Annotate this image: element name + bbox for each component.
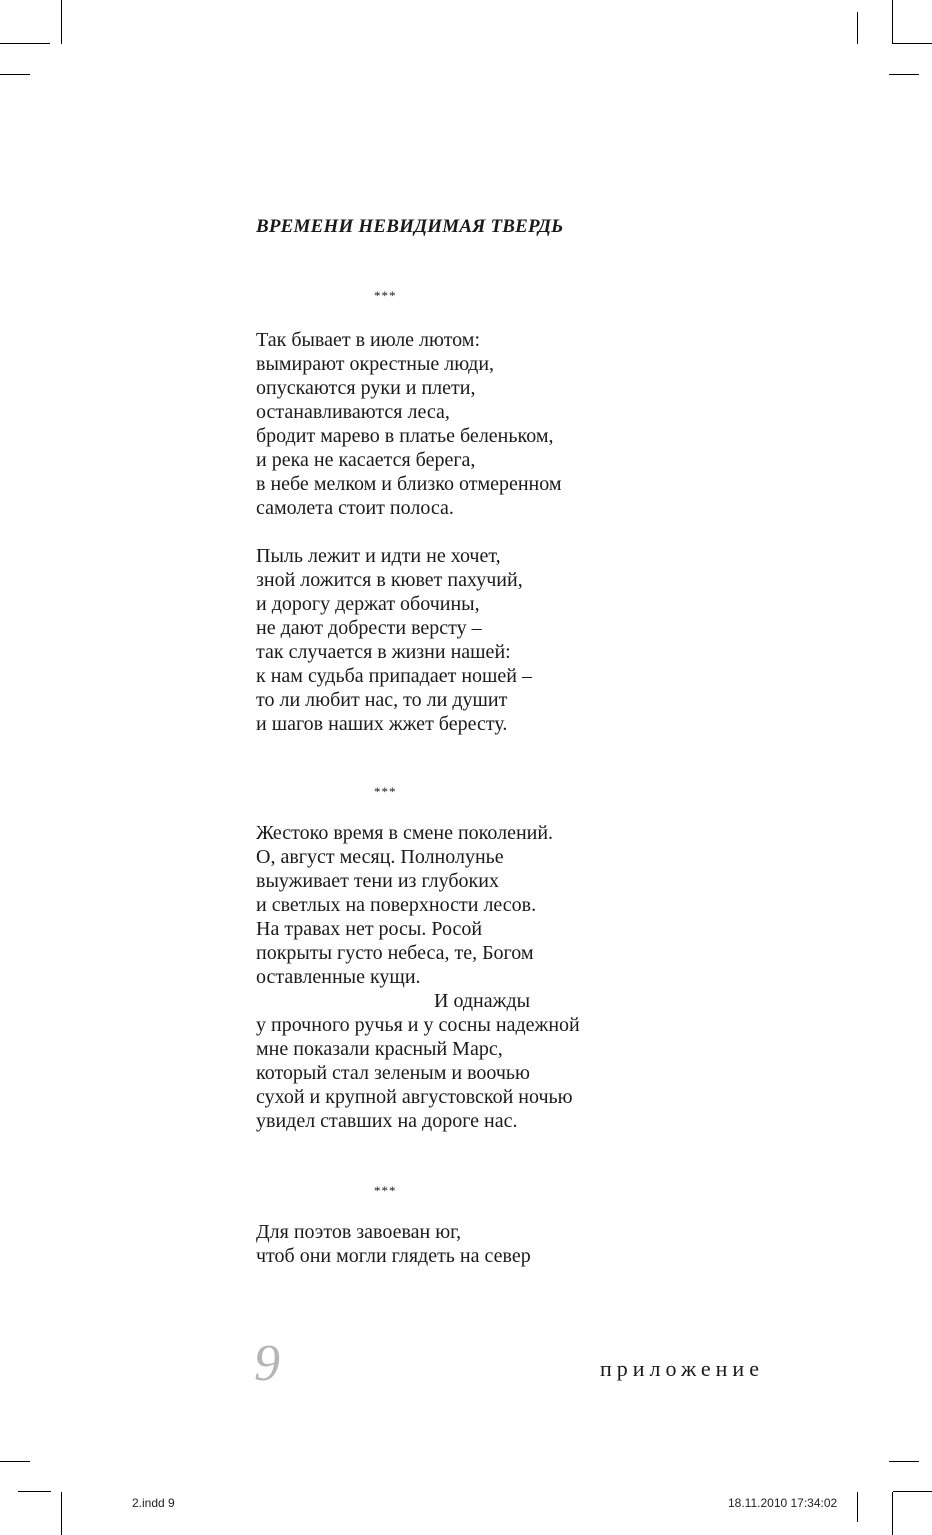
crop-mark bbox=[61, 0, 62, 44]
crop-mark bbox=[857, 1492, 858, 1522]
crop-mark bbox=[857, 12, 858, 44]
poem-line: чтоб они могли глядеть на север bbox=[256, 1245, 531, 1267]
poem-line: оставленные кущи. bbox=[256, 966, 421, 988]
page-number: 9 bbox=[254, 1335, 280, 1392]
poem-line: На травах нет росы. Росой bbox=[256, 918, 483, 940]
crop-mark bbox=[0, 43, 50, 44]
poem-1 bbox=[256, 328, 562, 736]
poem-line: Для поэтов завоеван юг, bbox=[256, 1221, 462, 1243]
crop-mark bbox=[61, 1492, 62, 1535]
crop-mark bbox=[892, 1492, 893, 1535]
poem-line: и шагов наших жжет бересту. bbox=[256, 713, 508, 735]
stanza-gap bbox=[256, 520, 562, 544]
crop-mark bbox=[889, 1461, 919, 1462]
poem-line: О, август месяц. Полнолунье bbox=[256, 846, 504, 868]
poem-line: у прочного ручья и у сосны надежной bbox=[256, 1014, 580, 1036]
crop-mark bbox=[0, 1461, 30, 1462]
poem-line: который стал зеленым и воочью bbox=[256, 1062, 530, 1084]
section-title: приложение bbox=[600, 1356, 764, 1381]
slug-datetime: 18.11.2010 17:34:02 bbox=[728, 1496, 838, 1510]
poem-line: не дают добрести версту – bbox=[256, 617, 482, 639]
crop-mark bbox=[18, 1491, 51, 1492]
poem-line: то ли любит нас, то ли душит bbox=[256, 689, 508, 711]
poem-line: и дорогу держат обочины, bbox=[256, 593, 480, 615]
poem-separator: *** bbox=[374, 1183, 397, 1198]
poem-line: вымирают окрестные люди, bbox=[256, 353, 495, 375]
poem-separator: *** bbox=[374, 288, 397, 303]
poem-line: к нам судьба припадает ношей – bbox=[256, 665, 532, 687]
crop-mark bbox=[889, 74, 919, 75]
page-title: ВРЕМЕНИ НЕВИДИМАЯ ТВЕРДЬ bbox=[256, 216, 564, 237]
poem-separator: *** bbox=[374, 784, 397, 799]
poem-line: самолета стоит полоса. bbox=[256, 497, 454, 519]
poem-line: в небе мелком и близко отмеренном bbox=[256, 473, 562, 495]
crop-mark bbox=[893, 1491, 932, 1492]
poem-line: так случается в жизни нашей: bbox=[256, 641, 511, 663]
poem-2 bbox=[256, 821, 580, 1133]
crop-mark bbox=[893, 43, 932, 44]
poem-line: Пыль лежит и идти не хочет, bbox=[256, 545, 501, 567]
poem-line: выуживает тени из глубоких bbox=[256, 870, 499, 892]
poem-3 bbox=[256, 1220, 531, 1268]
poem-line: и река не касается берега, bbox=[256, 449, 476, 471]
poem-line: мне показали красный Марс, bbox=[256, 1038, 503, 1060]
poem-line: покрыты густо небеса, те, Богом bbox=[256, 942, 534, 964]
poem-line: сухой и крупной августовской ночью bbox=[256, 1086, 573, 1108]
poem-line: опускаются руки и плети, bbox=[256, 377, 476, 399]
poem-line: Так бывает в июле лютом: bbox=[256, 329, 481, 351]
poem-line: увидел ставших на дороге нас. bbox=[256, 1110, 518, 1132]
slug-file: 2.indd 9 bbox=[132, 1496, 175, 1510]
poem-line: зной ложится в кювет пахучий, bbox=[256, 569, 523, 591]
crop-mark bbox=[0, 74, 30, 75]
poem-line: бродит марево в платье беленьком, bbox=[256, 425, 554, 447]
poem-line-indented: И однажды bbox=[434, 990, 531, 1012]
poem-line: Жестоко время в смене поколений. bbox=[256, 822, 554, 844]
poem-line: и светлых на поверхности лесов. bbox=[256, 894, 537, 916]
crop-mark bbox=[892, 0, 893, 44]
poem-line: останавливаются леса, bbox=[256, 401, 450, 423]
